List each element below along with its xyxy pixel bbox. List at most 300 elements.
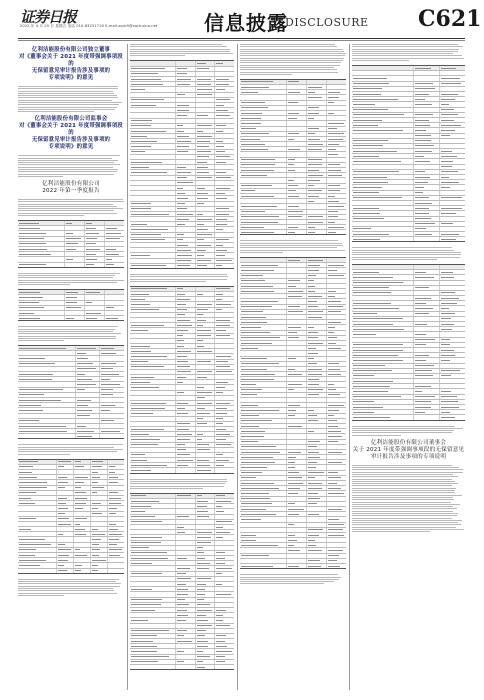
cell-text bbox=[19, 482, 47, 483]
table-cell bbox=[18, 346, 76, 350]
cell-text bbox=[177, 224, 185, 225]
table-cell bbox=[108, 543, 124, 547]
table-cell bbox=[76, 372, 101, 376]
cell-text bbox=[241, 87, 269, 88]
table-cell bbox=[352, 170, 414, 174]
cell-text bbox=[308, 358, 314, 359]
table-cell bbox=[327, 121, 346, 125]
table-cell bbox=[176, 572, 196, 576]
table-cell bbox=[85, 306, 105, 310]
cell-text bbox=[288, 389, 294, 390]
text-line bbox=[18, 588, 113, 589]
cell-text bbox=[216, 552, 224, 553]
table-cell bbox=[196, 248, 216, 252]
table-cell bbox=[130, 124, 176, 128]
table-cell bbox=[130, 458, 176, 462]
table-cell bbox=[307, 315, 327, 319]
table-cell bbox=[327, 512, 346, 516]
headline-line: 亿利洁能股份有限公司独立董事 bbox=[31, 47, 111, 53]
table-cell bbox=[176, 264, 196, 268]
table-cell bbox=[130, 639, 176, 643]
table-cell bbox=[327, 491, 346, 495]
cell-text bbox=[353, 272, 379, 273]
table-cell bbox=[414, 102, 440, 106]
table-cell bbox=[327, 408, 346, 412]
text-line bbox=[18, 595, 64, 596]
table-cell bbox=[240, 507, 287, 511]
cell-text bbox=[131, 330, 148, 331]
table-cell bbox=[196, 391, 216, 395]
text-line bbox=[240, 247, 337, 248]
table-cell bbox=[215, 649, 234, 653]
table-cell bbox=[287, 434, 307, 438]
table-cell bbox=[215, 155, 234, 159]
cell-text bbox=[109, 555, 120, 556]
table-cell bbox=[130, 77, 176, 81]
table-cell bbox=[76, 388, 101, 392]
table-cell bbox=[196, 61, 216, 65]
cell-text bbox=[197, 599, 205, 600]
table-cell bbox=[65, 316, 85, 320]
text-line bbox=[240, 53, 346, 54]
cell-text bbox=[177, 84, 190, 85]
text-line bbox=[352, 428, 463, 429]
table-cell bbox=[176, 551, 196, 555]
cell-text bbox=[308, 92, 316, 93]
table-cell bbox=[130, 313, 176, 317]
table-cell bbox=[287, 258, 307, 262]
table-cell bbox=[352, 332, 414, 336]
table-cell bbox=[327, 471, 346, 475]
text-line bbox=[18, 169, 118, 170]
table-cell bbox=[307, 502, 327, 506]
table-cell bbox=[307, 194, 327, 198]
table-cell bbox=[176, 618, 196, 622]
cell-text bbox=[328, 206, 344, 207]
table-cell bbox=[130, 222, 176, 226]
text-line bbox=[240, 67, 334, 68]
table-cell bbox=[352, 165, 414, 169]
table-cell bbox=[196, 93, 216, 97]
cell-text bbox=[131, 444, 158, 445]
data-table bbox=[130, 60, 234, 269]
table-cell bbox=[176, 119, 196, 123]
cell-text bbox=[197, 646, 208, 647]
cell-text bbox=[353, 213, 380, 214]
table-cell bbox=[130, 504, 176, 508]
table-cell bbox=[240, 543, 287, 547]
table-cell bbox=[176, 302, 196, 306]
cell-text bbox=[19, 477, 37, 478]
table-cell bbox=[287, 310, 307, 314]
table-cell bbox=[240, 258, 287, 262]
cell-text bbox=[177, 366, 190, 367]
text-line bbox=[352, 531, 430, 532]
cell-text bbox=[415, 151, 433, 152]
table-cell bbox=[287, 137, 307, 141]
data-table bbox=[240, 257, 346, 569]
table-cell bbox=[240, 204, 287, 208]
cell-text bbox=[66, 223, 73, 224]
table-cell bbox=[440, 353, 465, 357]
table-cell bbox=[18, 290, 65, 294]
text-line bbox=[18, 88, 118, 89]
text-line bbox=[18, 213, 117, 214]
table-cell bbox=[240, 523, 287, 527]
table-cell bbox=[176, 82, 196, 86]
table-cell bbox=[108, 532, 124, 536]
table-cell bbox=[215, 176, 234, 180]
cell-text bbox=[415, 145, 434, 146]
cell-text bbox=[308, 97, 323, 98]
cell-text bbox=[353, 386, 390, 387]
cell-text bbox=[216, 366, 230, 367]
table-cell bbox=[176, 61, 196, 65]
text-line bbox=[352, 502, 451, 503]
cell-text bbox=[177, 105, 190, 106]
table-cell bbox=[440, 128, 465, 132]
table-cell bbox=[240, 147, 287, 151]
table-cell bbox=[215, 561, 234, 565]
table-cell bbox=[287, 336, 307, 340]
table-cell bbox=[130, 535, 176, 539]
table-cell bbox=[307, 85, 327, 89]
cell-text bbox=[288, 113, 299, 114]
table-cell bbox=[176, 443, 196, 447]
table-cell bbox=[196, 551, 216, 555]
table-cell bbox=[130, 665, 176, 669]
cell-text bbox=[197, 136, 212, 137]
table-cell bbox=[196, 504, 216, 508]
cell-text bbox=[328, 311, 341, 312]
table-cell bbox=[108, 517, 124, 521]
table-cell bbox=[176, 432, 196, 436]
table-cell bbox=[196, 406, 216, 410]
table-cell bbox=[65, 242, 85, 246]
table-cell bbox=[91, 548, 108, 552]
headline-line: 对《董事会关于 2021 年度带强调事项段的 bbox=[19, 123, 123, 137]
table-cell bbox=[240, 121, 287, 125]
table-cell bbox=[287, 95, 307, 99]
cell-text bbox=[441, 370, 461, 371]
table-cell bbox=[196, 108, 216, 112]
cell-text bbox=[58, 503, 66, 504]
cell-text bbox=[19, 431, 67, 432]
table-cell bbox=[240, 533, 287, 537]
table-cell bbox=[215, 61, 234, 65]
cell-text bbox=[216, 625, 230, 626]
table-cell bbox=[287, 403, 307, 407]
cell-text bbox=[197, 79, 212, 80]
table-cell bbox=[352, 222, 414, 226]
cell-text bbox=[308, 306, 318, 307]
cell-text bbox=[75, 487, 81, 488]
text-line bbox=[352, 51, 458, 52]
cell-text bbox=[328, 452, 342, 453]
table-cell bbox=[414, 222, 440, 226]
cell-text bbox=[131, 366, 164, 367]
table-cell bbox=[287, 424, 307, 428]
table-cell bbox=[327, 382, 346, 386]
table-cell bbox=[440, 270, 465, 274]
cell-text bbox=[353, 140, 388, 141]
table-cell bbox=[74, 532, 91, 536]
table-cell bbox=[307, 168, 327, 172]
cell-text bbox=[197, 506, 207, 507]
cell-text bbox=[328, 493, 344, 494]
table-cell bbox=[327, 341, 346, 345]
text-line bbox=[352, 513, 458, 514]
cell-text bbox=[109, 534, 122, 535]
table-cell bbox=[240, 528, 287, 532]
cell-text bbox=[415, 412, 425, 413]
table-cell bbox=[287, 523, 307, 527]
cell-text bbox=[308, 227, 315, 228]
table-cell bbox=[18, 569, 57, 573]
table-cell bbox=[215, 592, 234, 596]
text-line bbox=[130, 274, 227, 275]
text-line bbox=[352, 511, 453, 512]
table-cell bbox=[240, 294, 287, 298]
cell-text bbox=[441, 313, 456, 314]
cell-text bbox=[216, 294, 223, 295]
table-cell bbox=[215, 365, 234, 369]
cell-text bbox=[131, 356, 167, 357]
cell-text bbox=[241, 222, 278, 223]
table-cell bbox=[65, 301, 85, 305]
cell-text bbox=[101, 405, 115, 406]
cell-text bbox=[106, 233, 121, 234]
table-cell bbox=[215, 308, 234, 312]
table-cell bbox=[414, 159, 440, 163]
table-cell bbox=[130, 61, 176, 65]
cell-text bbox=[288, 374, 302, 375]
table-cell bbox=[414, 332, 440, 336]
table-cell bbox=[196, 165, 216, 169]
table-cell bbox=[287, 299, 307, 303]
cell-text bbox=[19, 549, 36, 550]
cell-text bbox=[308, 332, 318, 333]
cell-text bbox=[131, 351, 151, 352]
table-cell bbox=[196, 665, 216, 669]
cell-text bbox=[328, 524, 344, 525]
cell-text bbox=[241, 301, 278, 302]
text-line bbox=[352, 520, 462, 521]
table-cell bbox=[130, 365, 176, 369]
cell-text bbox=[216, 429, 225, 430]
text-line bbox=[352, 508, 457, 509]
table-cell bbox=[440, 82, 465, 86]
cell-text bbox=[241, 514, 276, 515]
table-cell bbox=[85, 301, 105, 305]
table-cell bbox=[352, 338, 414, 342]
cell-text bbox=[441, 308, 449, 309]
table-cell bbox=[196, 238, 216, 242]
cell-text bbox=[197, 651, 204, 652]
cell-text bbox=[288, 232, 295, 233]
table-cell bbox=[176, 453, 196, 457]
cell-text bbox=[92, 466, 101, 467]
cell-text bbox=[241, 306, 272, 307]
table-cell bbox=[18, 372, 76, 376]
table-cell bbox=[130, 644, 176, 648]
body-text bbox=[130, 479, 234, 489]
table-cell bbox=[215, 87, 234, 91]
cell-text bbox=[131, 294, 149, 295]
table-cell bbox=[176, 515, 196, 519]
table-cell bbox=[327, 398, 346, 402]
cell-text bbox=[328, 170, 341, 171]
text-line bbox=[18, 107, 117, 108]
cell-text bbox=[241, 159, 275, 160]
cell-text bbox=[131, 516, 155, 517]
cell-text bbox=[197, 542, 211, 543]
table-cell bbox=[57, 527, 74, 531]
cell-text bbox=[241, 477, 256, 478]
table-cell bbox=[196, 318, 216, 322]
table-cell bbox=[440, 369, 465, 373]
table-row bbox=[352, 237, 465, 241]
table-cell bbox=[196, 463, 216, 467]
table-cell bbox=[352, 312, 414, 316]
cell-text bbox=[216, 656, 224, 657]
cell-text bbox=[241, 322, 267, 323]
table-cell bbox=[307, 460, 327, 464]
table-cell bbox=[440, 415, 465, 419]
table-cell bbox=[18, 382, 76, 386]
table-cell bbox=[130, 499, 176, 503]
text-line bbox=[18, 199, 123, 200]
cell-text bbox=[288, 514, 299, 515]
cell-text bbox=[106, 259, 112, 260]
table-cell bbox=[176, 72, 196, 76]
text-line bbox=[352, 481, 455, 482]
table-cell bbox=[215, 196, 234, 200]
cell-text bbox=[328, 265, 344, 266]
headline-board-statement bbox=[352, 440, 465, 461]
table-cell bbox=[287, 528, 307, 532]
cell-text bbox=[216, 177, 231, 178]
cell-text bbox=[216, 224, 227, 225]
table-cell bbox=[176, 344, 196, 348]
table-cell bbox=[240, 315, 287, 319]
text-line bbox=[240, 44, 335, 45]
table-cell bbox=[130, 264, 176, 268]
table-cell bbox=[57, 501, 74, 505]
cell-text bbox=[197, 214, 204, 215]
table-cell bbox=[240, 210, 287, 214]
cell-text bbox=[328, 369, 340, 370]
table-cell bbox=[307, 367, 327, 371]
table-cell bbox=[240, 331, 287, 335]
table-cell bbox=[414, 232, 440, 236]
cell-text bbox=[131, 465, 167, 466]
table-cell bbox=[196, 67, 216, 71]
table-cell bbox=[65, 311, 85, 315]
cell-text bbox=[58, 513, 65, 514]
cell-text bbox=[177, 79, 191, 80]
table-cell bbox=[176, 287, 196, 291]
cell-text bbox=[58, 487, 65, 488]
cell-text bbox=[177, 495, 192, 496]
table-cell bbox=[352, 374, 414, 378]
cell-text bbox=[131, 495, 146, 496]
table-cell bbox=[240, 414, 287, 418]
cell-text bbox=[216, 568, 231, 569]
cell-text bbox=[241, 265, 278, 266]
cell-text bbox=[288, 369, 295, 370]
cell-text bbox=[353, 412, 374, 413]
cell-text bbox=[131, 172, 167, 173]
table-cell bbox=[327, 523, 346, 527]
table-cell bbox=[327, 543, 346, 547]
cell-text bbox=[216, 141, 223, 142]
cell-text bbox=[308, 462, 317, 463]
table-cell bbox=[215, 634, 234, 638]
cell-text bbox=[131, 141, 157, 142]
section-title: 信息披露 bbox=[204, 11, 288, 35]
table-cell bbox=[240, 445, 287, 449]
cell-text bbox=[308, 389, 324, 390]
cell-text bbox=[328, 472, 338, 473]
table-cell bbox=[352, 159, 414, 163]
table-cell bbox=[176, 417, 196, 421]
table-cell bbox=[215, 432, 234, 436]
table-cell bbox=[130, 370, 176, 374]
cell-text bbox=[241, 483, 274, 484]
table-cell bbox=[130, 328, 176, 332]
table-cell bbox=[196, 443, 216, 447]
masthead-rule bbox=[18, 38, 465, 39]
text-line bbox=[130, 486, 224, 487]
table-cell bbox=[215, 93, 234, 97]
text-line bbox=[352, 430, 454, 431]
table-cell bbox=[108, 563, 124, 567]
cell-text bbox=[415, 182, 428, 183]
table-cell bbox=[287, 564, 307, 568]
text-line bbox=[352, 250, 454, 251]
table-cell bbox=[176, 243, 196, 247]
table-cell bbox=[414, 128, 440, 132]
table-cell bbox=[287, 382, 307, 386]
cell-text bbox=[308, 348, 316, 349]
table-cell bbox=[327, 429, 346, 433]
table-cell bbox=[18, 506, 57, 510]
body-text bbox=[18, 444, 124, 454]
table-cell bbox=[130, 629, 176, 633]
table-cell bbox=[130, 334, 176, 338]
cell-text bbox=[197, 320, 206, 321]
table-cell bbox=[307, 564, 327, 568]
table-cell bbox=[327, 507, 346, 511]
cell-text bbox=[177, 527, 185, 528]
table-cell bbox=[240, 393, 287, 397]
table-cell bbox=[352, 237, 414, 241]
table-cell bbox=[327, 419, 346, 423]
table-cell bbox=[176, 468, 196, 472]
table-cell bbox=[196, 613, 216, 617]
table-cell bbox=[57, 460, 74, 464]
table-cell bbox=[130, 181, 176, 185]
cell-text bbox=[216, 439, 226, 440]
table-cell bbox=[176, 144, 196, 148]
cell-text bbox=[86, 223, 93, 224]
table-cell bbox=[196, 546, 216, 550]
table-cell bbox=[85, 257, 105, 261]
table-cell bbox=[307, 559, 327, 563]
table-cell bbox=[100, 388, 124, 392]
cell-text bbox=[197, 245, 212, 246]
